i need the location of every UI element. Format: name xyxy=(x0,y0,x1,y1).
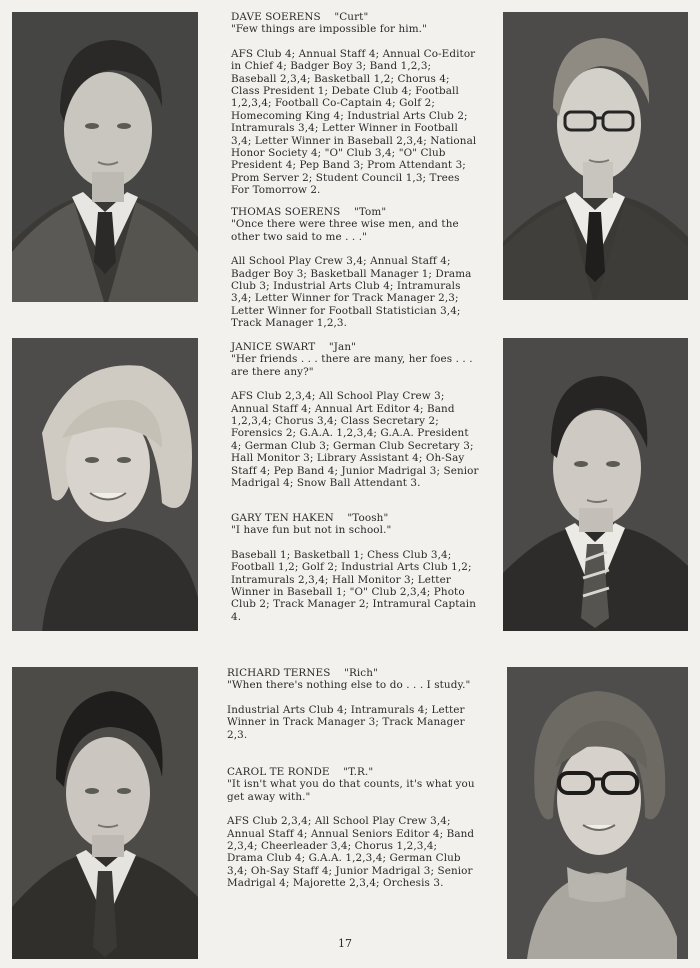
student-nickname: "Rich" xyxy=(344,667,378,679)
student-quote: "It isn't what you do that counts, it's what you get away with." xyxy=(227,778,475,803)
student-activities: Industrial Arts Club 4; Intramurals 4; Letter Winner in Track Manager 3; Track Manager 2,3. xyxy=(227,703,465,741)
student-name: RICHARD TERNES xyxy=(227,667,331,679)
student-entry xyxy=(227,766,475,890)
student-name-line xyxy=(231,11,479,23)
student-activities: All School Play Crew 3,4; Annual Staff 4; Badger Boy 3; Basketball Manager 1; Drama Club 3; Industrial Arts Club 4; Intramurals 3,4; Letter Winner for Track Manager 2,3; Letter Winner for Football Statistician 3,4; Track Manager 1,2,3. xyxy=(231,255,472,330)
student-name-line xyxy=(231,206,479,218)
student-nickname: "Toosh" xyxy=(347,512,389,524)
student-quote: "Once there were three wise men, and the other two said to me . . ." xyxy=(231,218,459,243)
student-activities: AFS Club 4; Annual Staff 4; Annual Co-Editor in Chief 4; Badger Boy 3; Band 1,2,3; Baseball 2,3,4; Basketball 1,2; Chorus 4; Class President 1; Debate Club 4; Football 1,2,3,4; Football Co-Captain 4; Golf 2; Homecoming King 4; Industrial Arts Club 2; Intramurals 3,4; Letter Winner in Football 3,4; Letter Winner in Baseball 2,3,4; National Honor Society 4; "O" Club 3,4; "O" Club President 4; Pep Band 3; Prom Attendant 3; Prom Server 2; Student Council 1,3; Trees For Tomorrow 2. xyxy=(231,47,477,197)
student-name-line xyxy=(227,667,475,679)
student-entry xyxy=(231,206,479,330)
portrait-gary-ten-haken xyxy=(503,338,688,631)
student-nickname: "T.R." xyxy=(343,766,374,778)
student-activities: Baseball 1; Basketball 1; Chess Club 3,4; Football 1,2; Golf 2; Industrial Arts Club 1,2; Intramurals 2,3,4; Hall Monitor 3; Letter Winner in Baseball 1; "O" Club 2,3,4; Photo Club 2; Track Manager 2; Intramural Captain 4. xyxy=(231,548,476,623)
student-activities: AFS Club 2,3,4; All School Play Crew 3; Annual Staff 4; Annual Art Editor 4; Band 1,2,3,4; Chorus 3,4; Class Secretary 2; Forensics 2; G.A.A. 1,2,3,4; G.A.A. President 4; German Club 3; German Club Secretary 3; Hall Monitor 3; Library Assistant 4; Oh-Say Staff 4; Pep Band 4; Junior Madrigal 3; Senior Madrigal 4; Snow Ball Attendant 3. xyxy=(231,390,479,490)
page-number: 17 xyxy=(338,937,352,950)
student-entry xyxy=(231,341,479,489)
student-name: DAVE SOERENS xyxy=(231,11,321,23)
student-quote: "When there's nothing else to do . . . I study." xyxy=(227,679,471,692)
student-name-line xyxy=(231,341,479,353)
student-name: JANICE SWART xyxy=(231,341,316,353)
portrait-richard-ternes xyxy=(12,667,198,959)
student-name-line xyxy=(227,766,475,778)
student-name-line xyxy=(231,512,479,524)
student-name: CAROL TE RONDE xyxy=(227,766,330,778)
student-entry xyxy=(227,667,475,741)
student-nickname: "Jan" xyxy=(328,341,357,353)
student-entry xyxy=(231,11,479,197)
student-name: GARY TEN HAKEN xyxy=(231,512,334,524)
student-quote: "I have fun but not in school." xyxy=(231,524,392,537)
portrait-carol-te-ronde xyxy=(507,667,688,959)
student-name: THOMAS SOERENS xyxy=(231,206,341,218)
student-quote: "Few things are impossible for him." xyxy=(231,23,427,36)
student-quote: "Her friends . . . there are many, her foes . . . are there any?" xyxy=(231,353,473,378)
student-nickname: "Curt" xyxy=(334,11,369,23)
student-activities: AFS Club 2,3,4; All School Play Crew 3,4; Annual Staff 4; Annual Seniors Editor 4; Band 2,3,4; Cheerleader 3,4; Chorus 1,2,3,4; Drama Club 4; G.A.A. 1,2,3,4; German Club 3,4; Oh-Say Staff 4; Junior Madrigal 3; Senior Madrigal 4; Majorette 2,3,4; Orchesis 3. xyxy=(227,815,475,890)
student-nickname: "Tom" xyxy=(353,206,387,218)
portrait-janice-swart xyxy=(12,338,198,631)
portrait-dave-soerens xyxy=(12,12,198,302)
student-entry xyxy=(231,512,479,623)
portrait-thomas-soerens xyxy=(503,12,688,300)
